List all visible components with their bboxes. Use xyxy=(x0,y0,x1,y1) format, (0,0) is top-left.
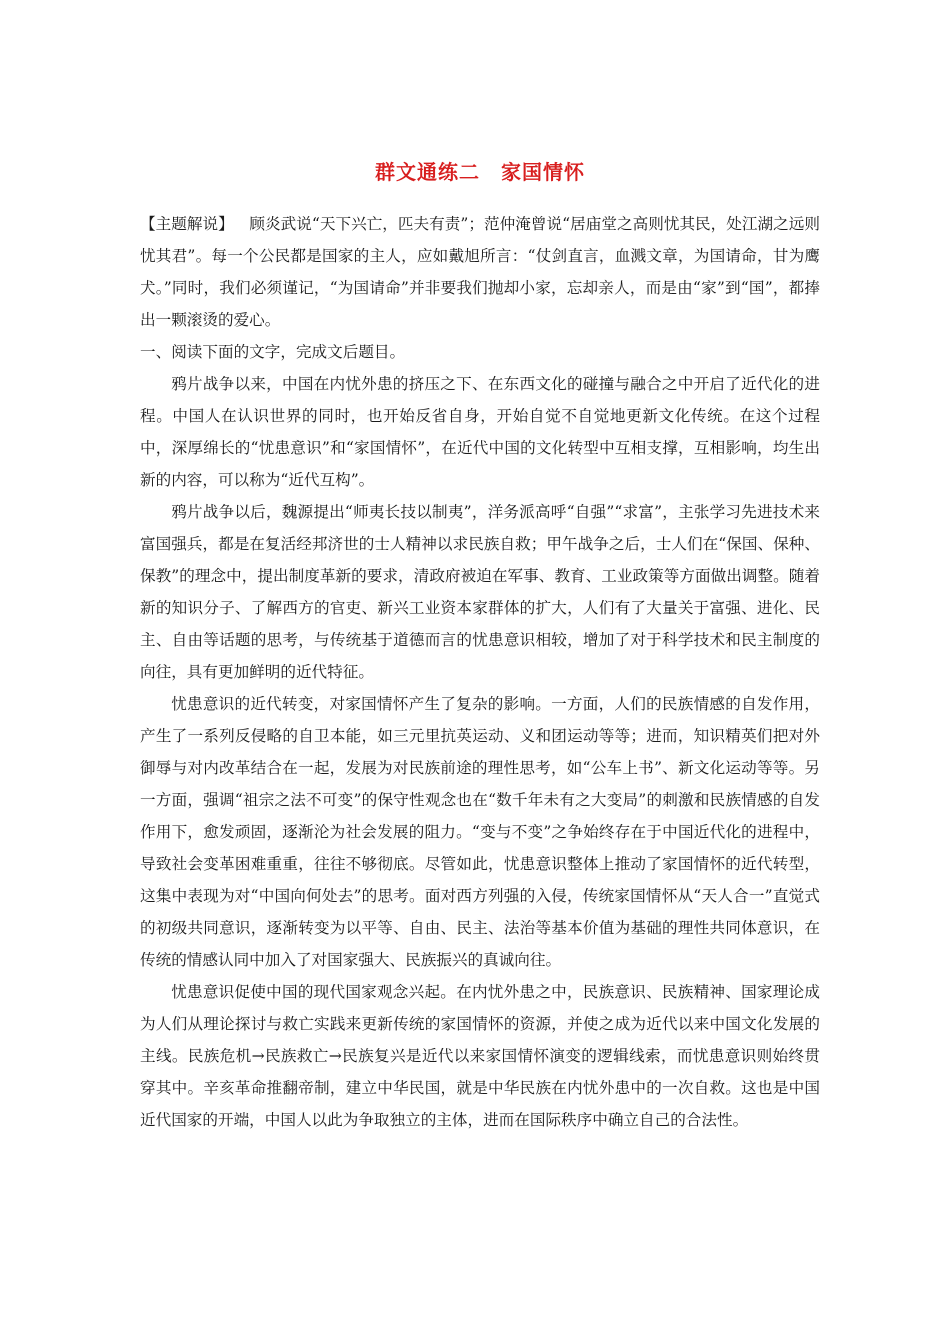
document-page xyxy=(140,150,820,1136)
theme-label: 【主题解说】 xyxy=(140,215,234,233)
section-heading: 一、阅读下面的文字，完成文后题目。 xyxy=(140,343,406,361)
body-paragraph: 鸦片战争以来，中国在内忧外患的挤压之下、在东西文化的碰撞与融合之中开启了近代化的进程。中国人在认识世界的同时，也开始反省自身，开始自觉不自觉地更新文化传统。在这个过程中，深厚绵长的“忧患意识”和“家国情怀”，在近代中国的文化转型中互相支撑，互相影响，均生出新的内容，可以称为“近代互构”。 xyxy=(140,375,820,489)
body-paragraph: 忧患意识的近代转变，对家国情怀产生了复杂的影响。一方面，人们的民族情感的自发作用，产生了一系列反侵略的自卫本能，如三元里抗英运动、义和团运动等等；进而，知识精英们把对外御辱与对内改革结合在一起，发展为对民族前途的理性思考，如“公车上书”、新文化运动等等。另一方面，强调“祖宗之法不可变”的保守性观念也在“数千年未有之大变局”的刺激和民族情感的自发作用下，愈发顽固，逐渐沦为社会发展的阻力。“变与不变”之争始终存在于中国近代化的进程中，导致社会变革困难重重，往往不够彻底。尽管如此，忧患意识整体上推动了家国情怀的近代转型，这集中表现为对“中国向何处去”的思考。面对西方列强的入侵，传统家国情怀从“天人合一”直觉式的初级共同意识，逐渐转变为以平等、自由、民主、法治等基本价值为基础的理性共同体意识，在传统的情感认同中加入了对国家强大、民族振兴的真诚向往。 xyxy=(140,695,820,969)
body-paragraph: 鸦片战争以后，魏源提出“师夷长技以制夷”，洋务派高呼“自强”“求富”，主张学习先进技术来富国强兵，都是在复活经邦济世的士人精神以求民族自救；甲午战争之后，士人们在“保国、保种、保教”的理念中，提出制度革新的要求，清政府被迫在军事、教育、工业政策等方面做出调整。随着新的知识分子、了解西方的官吏、新兴工业资本家群体的扩大，人们有了大量关于富强、进化、民主、自由等话题的思考，与传统基于道德而言的忧患意识相较，增加了对于科学技术和民主制度的向往，具有更加鲜明的近代特征。 xyxy=(140,503,820,681)
theme-text: 顾炎武说“天下兴亡，匹夫有责”；范仲淹曾说“居庙堂之高则忧其民，处江湖之远则忧其君”。每一个公民都是国家的主人，应如戴旭所言：“仗剑直言，血溅文章，为国请命，甘为鹰犬。”同时，我们必须谨记，“为国请命”并非要我们抛却小家，忘却亲人，而是由“家”到“国”，都捧出一颗滚烫的爱心。 xyxy=(140,215,820,329)
theme-intro xyxy=(140,208,820,336)
document-title: 群文通练二 家国情怀 xyxy=(375,160,585,184)
body-paragraph: 忧患意识促使中国的现代国家观念兴起。在内忧外患之中，民族意识、民族精神、国家理论成为人们从理论探讨与救亡实践来更新传统的家国情怀的资源，并使之成为近代以来中国文化发展的主线。民族危机→民族救亡→民族复兴是近代以来家国情怀演变的逻辑线索，而忧患意识则始终贯穿其中。辛亥革命推翻帝制，建立中华民国，就是中华民族在内忧外患中的一次自救。这也是中国近代国家的开端，中国人以此为争取独立的主体，进而在国际秩序中确立自己的合法性。 xyxy=(140,983,820,1129)
